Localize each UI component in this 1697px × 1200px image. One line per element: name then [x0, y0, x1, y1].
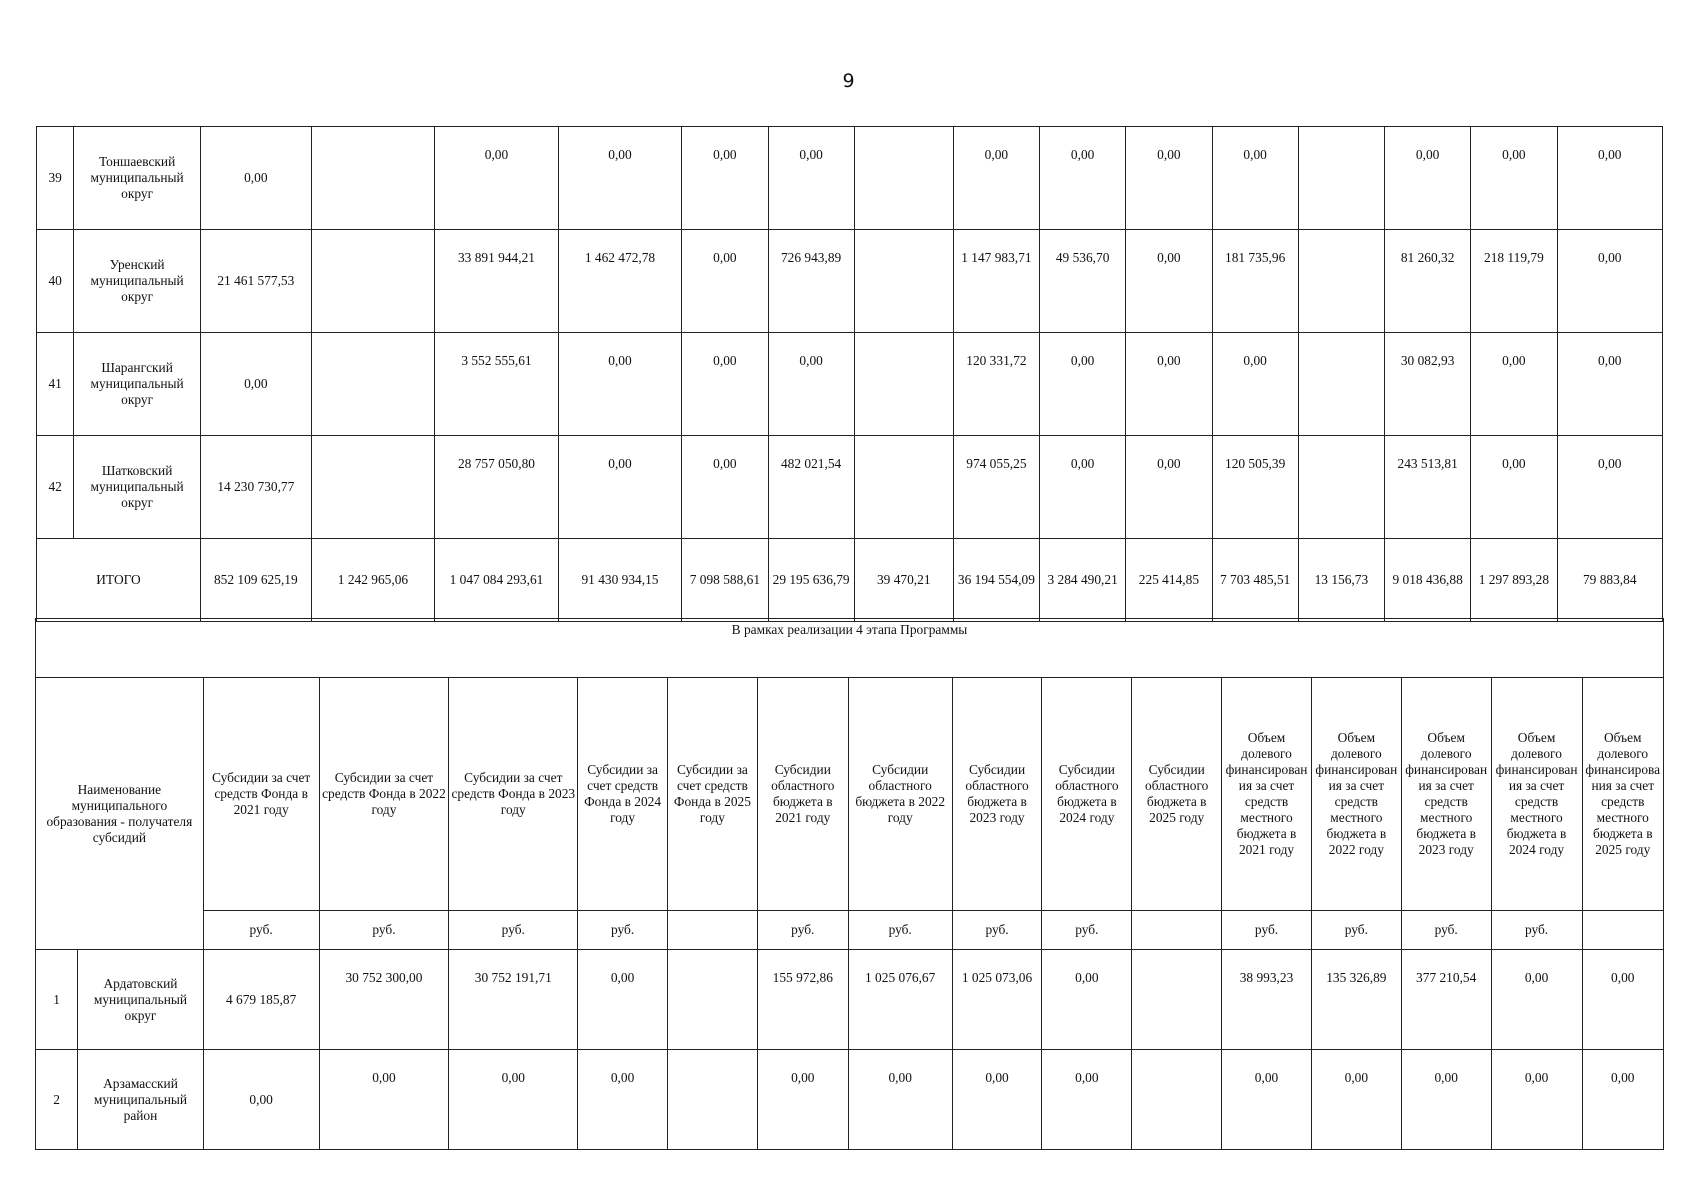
table-cell: 135 326,89 [1311, 950, 1401, 1050]
table-cell: 0,00 [1471, 333, 1557, 436]
table-cell: 1 025 076,67 [848, 950, 952, 1050]
stage-4-subsidy-table [35, 618, 1664, 1150]
table-row [37, 436, 1663, 539]
unit-cell: руб. [319, 911, 449, 950]
stage-title: В рамках реализации 4 этапа Программы [36, 619, 1664, 678]
column-header: Субсидии за счет средств Фонда в 2021 году [203, 678, 319, 911]
unit-cell [668, 911, 758, 950]
table-cell: 0,00 [1212, 127, 1298, 230]
table-cell: 28 757 050,80 [435, 436, 559, 539]
table-cell: 0,00 [449, 1050, 578, 1150]
total-cell: 13 156,73 [1298, 539, 1384, 622]
header-row [36, 678, 1664, 911]
unit-cell: руб. [449, 911, 578, 950]
total-cell: 225 414,85 [1126, 539, 1212, 622]
table-cell: 1 462 472,78 [558, 230, 682, 333]
total-cell: 7 098 588,61 [682, 539, 768, 622]
column-header: Объем долевого финансирования за счет средств местного бюджета в 2021 году [1222, 678, 1312, 911]
table-cell: 0,00 [1557, 436, 1662, 539]
table-cell: 81 260,32 [1385, 230, 1471, 333]
column-header: Объем долевого финансирования за счет средств местного бюджета в 2023 году [1401, 678, 1491, 911]
table-cell: 0,00 [1582, 1050, 1664, 1150]
table-cell: 0,00 [1385, 127, 1471, 230]
table-cell: 30 082,93 [1385, 333, 1471, 436]
table-cell [668, 1050, 758, 1150]
table-cell: 33 891 944,21 [435, 230, 559, 333]
table-cell [1298, 230, 1384, 333]
column-header: Субсидии областного бюджета в 2025 году [1132, 678, 1222, 911]
table-cell: 0,00 [682, 230, 768, 333]
unit-cell: руб. [203, 911, 319, 950]
municipality-name: Арзамасский муниципальный район [78, 1050, 204, 1150]
unit-cell: руб. [1491, 911, 1582, 950]
table-cell: 30 752 300,00 [319, 950, 449, 1050]
table-cell: 0,00 [1040, 127, 1126, 230]
table-cell: 0,00 [1040, 436, 1126, 539]
column-header: Субсидии за счет средств Фонда в 2025 году [668, 678, 758, 911]
total-cell: 29 195 636,79 [768, 539, 854, 622]
name-column-header: Наименование муниципального образования - получателя субсидий [36, 678, 204, 950]
table-cell: 0,00 [768, 333, 854, 436]
table-cell: 49 536,70 [1040, 230, 1126, 333]
table-cell: 243 513,81 [1385, 436, 1471, 539]
table-cell: 0,00 [203, 1050, 319, 1150]
column-header: Объем долевого финансирования за счет средств местного бюджета в 2024 году [1491, 678, 1582, 911]
table-row [36, 1050, 1664, 1150]
table-cell: 1 025 073,06 [952, 950, 1042, 1050]
total-cell: 1 297 893,28 [1471, 539, 1557, 622]
table-cell: 482 021,54 [768, 436, 854, 539]
table-cell: 0,00 [1491, 950, 1582, 1050]
table-cell: 38 993,23 [1222, 950, 1312, 1050]
table-cell: 0,00 [757, 1050, 848, 1150]
table-cell: 181 735,96 [1212, 230, 1298, 333]
table-row [37, 333, 1663, 436]
table-cell: 0,00 [1126, 436, 1212, 539]
column-header: Субсидии за счет средств Фонда в 2023 году [449, 678, 578, 911]
table-cell: 0,00 [558, 436, 682, 539]
total-cell: 7 703 485,51 [1212, 539, 1298, 622]
unit-cell: руб. [1401, 911, 1491, 950]
table-cell [1298, 333, 1384, 436]
table-cell: 0,00 [952, 1050, 1042, 1150]
table-cell: 0,00 [1042, 1050, 1132, 1150]
table-cell: 0,00 [1311, 1050, 1401, 1150]
table-cell: 0,00 [1557, 333, 1662, 436]
total-cell: 39 470,21 [854, 539, 953, 622]
table-cell [854, 127, 953, 230]
table-cell: 0,00 [1222, 1050, 1312, 1150]
unit-cell: руб. [578, 911, 668, 950]
table-cell [1298, 436, 1384, 539]
column-header: Субсидии областного бюджета в 2022 году [848, 678, 952, 911]
table-cell: 0,00 [558, 127, 682, 230]
table-cell: 0,00 [1042, 950, 1132, 1050]
column-header: Субсидии за счет средств Фонда в 2024 году [578, 678, 668, 911]
unit-cell: руб. [952, 911, 1042, 950]
table-row [37, 127, 1663, 230]
unit-cell: руб. [1042, 911, 1132, 950]
table-cell: 21 461 577,53 [200, 230, 311, 333]
table-cell: 0,00 [578, 1050, 668, 1150]
table-cell [311, 230, 435, 333]
table-cell: 0,00 [1491, 1050, 1582, 1150]
table-cell: 0,00 [1040, 333, 1126, 436]
table-cell [311, 127, 435, 230]
table-cell: 0,00 [848, 1050, 952, 1150]
column-header: Объем долевого финансирования за счет средств местного бюджета в 2022 году [1311, 678, 1401, 911]
unit-cell: руб. [1222, 911, 1312, 950]
unit-row [36, 911, 1664, 950]
table-cell: 4 679 185,87 [203, 950, 319, 1050]
row-number: 40 [37, 230, 74, 333]
row-number: 41 [37, 333, 74, 436]
table-cell [854, 436, 953, 539]
table-cell: 0,00 [1126, 127, 1212, 230]
table-cell [1132, 1050, 1222, 1150]
unit-cell [1132, 911, 1222, 950]
table-cell: 155 972,86 [757, 950, 848, 1050]
table-row [37, 230, 1663, 333]
table-cell: 0,00 [558, 333, 682, 436]
table-cell: 3 552 555,61 [435, 333, 559, 436]
table-cell: 0,00 [1471, 436, 1557, 539]
table-cell: 0,00 [578, 950, 668, 1050]
table-cell [1298, 127, 1384, 230]
total-cell: 1 047 084 293,61 [435, 539, 559, 622]
unit-cell [1582, 911, 1664, 950]
table-cell [1132, 950, 1222, 1050]
table-cell [311, 436, 435, 539]
table-cell [311, 333, 435, 436]
column-header: Субсидии областного бюджета в 2021 году [757, 678, 848, 911]
total-cell: 91 430 934,15 [558, 539, 682, 622]
table-cell: 0,00 [682, 333, 768, 436]
table-cell: 14 230 730,77 [200, 436, 311, 539]
table-cell: 0,00 [1126, 230, 1212, 333]
table-cell: 0,00 [768, 127, 854, 230]
table-cell [854, 333, 953, 436]
table-cell: 218 119,79 [1471, 230, 1557, 333]
page-number: 9 [842, 70, 855, 92]
unit-cell: руб. [1311, 911, 1401, 950]
total-cell: 1 242 965,06 [311, 539, 435, 622]
table-cell: 974 055,25 [953, 436, 1039, 539]
column-header: Объем долевого финансирования за счет средств местного бюджета в 2025 году [1582, 678, 1664, 911]
table-cell [854, 230, 953, 333]
row-number: 39 [37, 127, 74, 230]
column-header: Субсидии за счет средств Фонда в 2022 году [319, 678, 449, 911]
column-header: Субсидии областного бюджета в 2023 году [952, 678, 1042, 911]
total-label: ИТОГО [37, 539, 201, 622]
municipality-name: Ардатовский муниципальный округ [78, 950, 204, 1050]
subsidy-table-continued [36, 126, 1663, 622]
table-cell: 120 331,72 [953, 333, 1039, 436]
table-cell: 0,00 [1401, 1050, 1491, 1150]
row-number: 2 [36, 1050, 78, 1150]
table-cell: 1 147 983,71 [953, 230, 1039, 333]
row-number: 42 [37, 436, 74, 539]
table-cell: 0,00 [1212, 333, 1298, 436]
row-number: 1 [36, 950, 78, 1050]
table-cell: 30 752 191,71 [449, 950, 578, 1050]
table-cell: 0,00 [200, 333, 311, 436]
unit-cell: руб. [848, 911, 952, 950]
table-cell: 0,00 [200, 127, 311, 230]
table-cell: 0,00 [319, 1050, 449, 1150]
table-cell: 0,00 [1557, 127, 1662, 230]
column-header: Субсидии областного бюджета в 2024 году [1042, 678, 1132, 911]
table-cell [668, 950, 758, 1050]
total-cell: 852 109 625,19 [200, 539, 311, 622]
municipality-name: Уренский муниципальный округ [74, 230, 201, 333]
table-cell: 377 210,54 [1401, 950, 1491, 1050]
table-cell: 120 505,39 [1212, 436, 1298, 539]
municipality-name: Тоншаевский муниципальный округ [74, 127, 201, 230]
table-cell: 0,00 [682, 436, 768, 539]
total-cell: 3 284 490,21 [1040, 539, 1126, 622]
table-cell: 0,00 [1126, 333, 1212, 436]
total-cell: 9 018 436,88 [1385, 539, 1471, 622]
table-cell: 726 943,89 [768, 230, 854, 333]
table-cell: 0,00 [1471, 127, 1557, 230]
municipality-name: Шатковский муниципальный округ [74, 436, 201, 539]
table-cell: 0,00 [682, 127, 768, 230]
total-cell: 36 194 554,09 [953, 539, 1039, 622]
total-cell: 79 883,84 [1557, 539, 1662, 622]
table-cell: 0,00 [435, 127, 559, 230]
unit-cell: руб. [757, 911, 848, 950]
table-cell: 0,00 [1557, 230, 1662, 333]
table-cell: 0,00 [1582, 950, 1664, 1050]
table-row [36, 950, 1664, 1050]
table-cell: 0,00 [953, 127, 1039, 230]
total-row [37, 539, 1663, 622]
municipality-name: Шарангский муниципальный округ [74, 333, 201, 436]
